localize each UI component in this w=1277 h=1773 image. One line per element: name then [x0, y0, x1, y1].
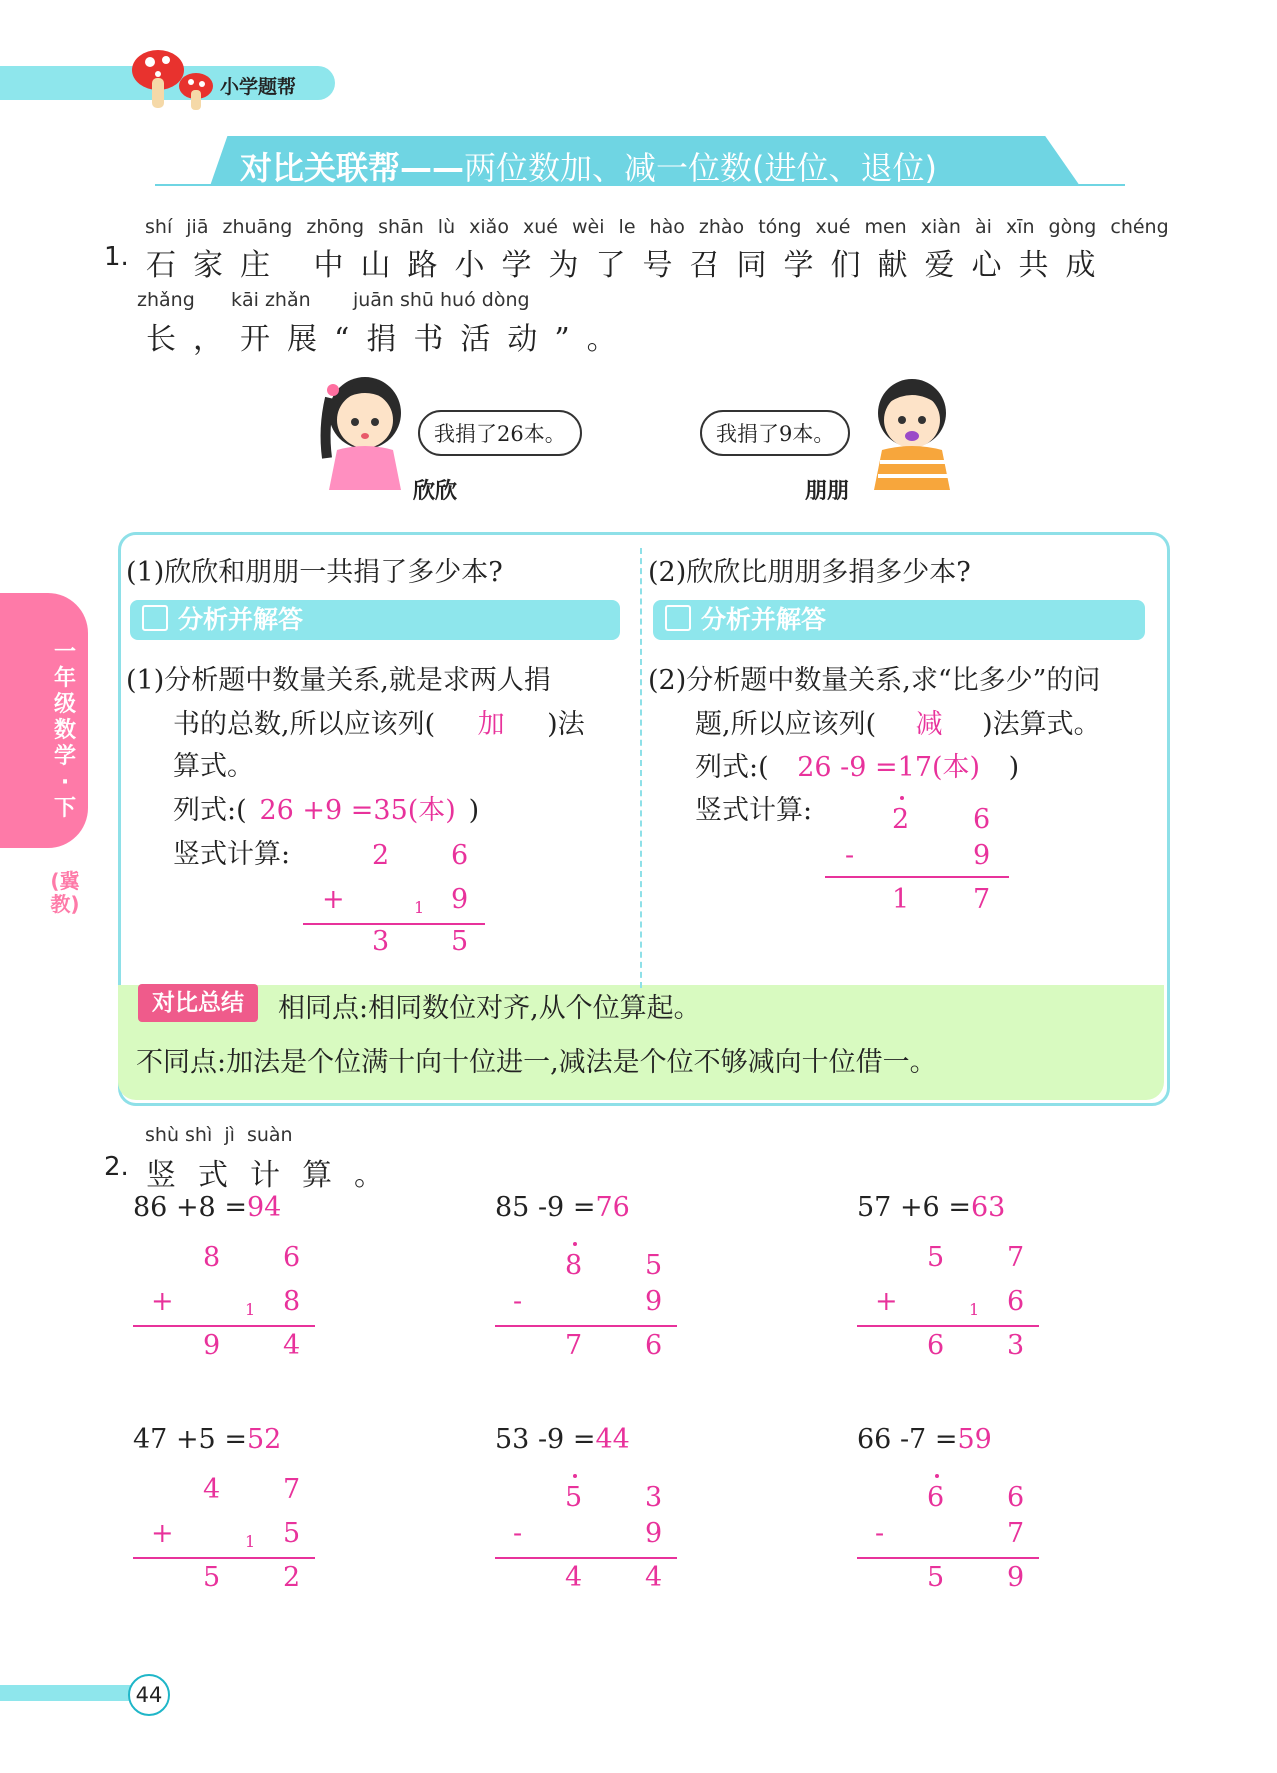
left-v-carry: 1: [414, 898, 425, 917]
problem-answer: 63: [970, 1192, 1006, 1223]
left-question: (1)欣欣和朋朋一共捐了多少本?: [126, 557, 503, 588]
problem-expression: 47 +5 =: [133, 1424, 247, 1455]
boy-speech-bubble: 我捐了9本。: [700, 410, 850, 456]
problem-bottom: 5: [283, 1518, 301, 1549]
problem-result-tens: 4: [565, 1562, 583, 1593]
left-v-bottom: 9: [451, 884, 469, 915]
q2-title-text: 竖式计算: [146, 1158, 354, 1193]
left-analysis-line1: (1)分析题中数量关系,就是求两人捐: [126, 665, 551, 696]
problem-equation: [857, 1424, 992, 1455]
problem-operator: +: [151, 1518, 174, 1549]
problem-equation: [495, 1192, 630, 1223]
right-analysis-line2-end: )法算式。: [982, 709, 1101, 740]
problem-equation: [857, 1192, 1005, 1223]
banner-title-main: 对比关联帮: [240, 149, 401, 187]
right-analysis-line2-start: 题,所以应该列(: [695, 709, 877, 740]
q1-text-line1: 石家庄 中山路小学为了号召同学们献爱心共成: [146, 248, 1113, 283]
problem-result-ones: 4: [645, 1562, 663, 1593]
brand-name: 小学题帮: [220, 76, 297, 98]
problem-line: [857, 1325, 1039, 1327]
page-bar: [0, 1685, 140, 1701]
right-vertical-label: 竖式计算:: [695, 795, 813, 826]
problem-carry: 1: [245, 1532, 256, 1551]
left-formula-label: 列式:(: [173, 795, 247, 826]
summary-same: 相同点:相同数位对齐,从个位算起。: [278, 993, 701, 1024]
right-v-result-tens: 1: [892, 884, 910, 915]
right-v-top-tens: 2: [892, 804, 910, 835]
girl-name: 欣欣: [413, 478, 458, 504]
right-v-borrow-dot: [900, 796, 904, 800]
left-analysis-line2-start: 书的总数,所以应该列(: [173, 709, 436, 740]
problem-answer: 59: [957, 1424, 992, 1455]
girl-illustration: [315, 368, 415, 493]
problem-answer: 94: [246, 1192, 282, 1223]
problem-line: [495, 1325, 677, 1327]
problem-expression: 53 -9 =: [495, 1424, 596, 1455]
problem-result-tens: 5: [927, 1562, 945, 1593]
problem-operator: -: [513, 1518, 523, 1549]
problem-bottom: 7: [1007, 1518, 1025, 1549]
problem-top-ones: 7: [1007, 1242, 1025, 1273]
problem-top-tens: 5: [927, 1242, 945, 1273]
banner-dash: ——: [400, 149, 465, 187]
problem-equation: [133, 1192, 281, 1223]
problem-result-ones: 3: [1007, 1330, 1025, 1361]
problem-result-ones: 9: [1007, 1562, 1025, 1593]
problem-bottom: 6: [1007, 1286, 1025, 1317]
left-formula-end: ): [468, 795, 480, 826]
right-formula-line: [695, 745, 1019, 784]
right-v-line: [825, 876, 1009, 878]
problem-result-ones: 6: [645, 1330, 663, 1361]
q2-title: [146, 1150, 406, 1194]
problem-expression: 86 +8 =: [133, 1192, 247, 1223]
q1-text-line2: 长，开展“捐书活动”。: [146, 322, 634, 357]
problem-result-tens: 6: [927, 1330, 945, 1361]
left-analysis-header: [130, 600, 620, 640]
side-tab-edition: (冀教): [50, 869, 80, 916]
right-v-op: -: [845, 840, 855, 871]
right-v-top-ones: 6: [973, 804, 991, 835]
problem-result-tens: 7: [565, 1330, 583, 1361]
boy-name: 朋朋: [805, 478, 850, 504]
right-formula-end: ): [1008, 752, 1020, 783]
right-header-label: 分析并解答: [701, 605, 827, 634]
banner-title: [240, 143, 937, 189]
q2-number: 2.: [104, 1152, 129, 1182]
problem-answer: 76: [595, 1192, 630, 1223]
problem-carry: 1: [969, 1300, 980, 1319]
left-vertical-label: 竖式计算:: [173, 839, 291, 870]
left-v-result-ones: 5: [451, 926, 469, 957]
left-formula: 26 +9 =35(本): [259, 795, 456, 826]
left-v-line: [303, 923, 485, 925]
problem-operator: -: [875, 1518, 885, 1549]
left-analysis-line2-end: )法: [547, 709, 585, 740]
problem-top-ones: 3: [645, 1482, 663, 1513]
problem-expression: 57 +6 =: [857, 1192, 971, 1223]
right-analysis-line1: (2)分析题中数量关系,求“比多少”的问: [648, 665, 1101, 696]
problem-top-tens: 4: [203, 1474, 221, 1505]
problem-bottom: 9: [645, 1286, 663, 1317]
page-number: 44: [128, 1674, 170, 1716]
card-divider: [640, 548, 642, 988]
left-formula-line: [173, 788, 479, 827]
left-v-result-tens: 3: [372, 926, 390, 957]
pencil-note-icon: [142, 605, 168, 631]
problem-operator: +: [875, 1286, 898, 1317]
problem-top-ones: 6: [1007, 1482, 1025, 1513]
q2-pinyin: shù shì jì suàn: [145, 1124, 293, 1146]
q1-pinyin-line1: shí jiā zhuāng zhōng shān lù xiǎo xué wèi le hào zhào tóng xué men xiàn ài xīn gòng chéng: [145, 216, 1169, 238]
problem-answer: 44: [595, 1424, 630, 1455]
right-formula: 26 -9 =17(本): [797, 752, 981, 783]
problem-operator: -: [513, 1286, 523, 1317]
left-v-top-ones: 6: [451, 840, 469, 871]
right-v-result-ones: 7: [973, 884, 991, 915]
pencil-note-icon: [665, 605, 691, 631]
right-analysis-line2: [695, 702, 1101, 741]
right-v-bottom: 9: [973, 840, 991, 871]
q1-pinyin-line2: zhǎng kāi zhǎn juān shū huó dòng: [137, 289, 530, 311]
problem-expression: 66 -7 =: [857, 1424, 958, 1455]
problem-top-tens: 6: [927, 1482, 945, 1513]
problem-line: [133, 1325, 315, 1327]
problem-result-tens: 5: [203, 1562, 221, 1593]
problem-top-tens: 8: [565, 1250, 583, 1281]
problem-line: [857, 1557, 1039, 1559]
right-answer-op: 减: [915, 709, 943, 740]
problem-top-ones: 6: [283, 1242, 301, 1273]
problem-equation: [133, 1424, 281, 1455]
problem-result-ones: 4: [283, 1330, 301, 1361]
left-analysis-line3: 算式。: [173, 751, 254, 782]
problem-bottom: 9: [645, 1518, 663, 1549]
problem-top-ones: 5: [645, 1250, 663, 1281]
problem-top-tens: 5: [565, 1482, 583, 1513]
left-header-label: 分析并解答: [178, 605, 304, 634]
right-analysis-header: [653, 600, 1145, 640]
left-v-op: +: [322, 884, 345, 915]
left-v-top-tens: 2: [372, 840, 390, 871]
problem-operator: +: [151, 1286, 174, 1317]
problem-result-ones: 2: [283, 1562, 301, 1593]
side-tab-grade: 一年级数学·下: [53, 640, 76, 821]
borrow-dot: [935, 1474, 939, 1478]
problem-equation: [495, 1424, 630, 1455]
girl-speech-bubble: 我捐了26本。: [418, 410, 582, 456]
banner-subtitle: 两位数加、减一位数(进位、退位): [464, 149, 937, 187]
problem-line: [133, 1557, 315, 1559]
problem-line: [495, 1557, 677, 1559]
problem-answer: 52: [246, 1424, 282, 1455]
borrow-dot: [573, 1242, 577, 1246]
problem-expression: 85 -9 =: [495, 1192, 596, 1223]
summary-tag: 对比总结: [138, 984, 258, 1022]
left-answer-op: 加: [477, 709, 505, 740]
problem-top-ones: 7: [283, 1474, 301, 1505]
q2-title-end: 。: [354, 1158, 406, 1193]
mushroom-icon: [128, 44, 218, 114]
right-question: (2)欣欣比朋朋多捐多少本?: [648, 557, 971, 588]
boy-illustration: [860, 368, 960, 493]
borrow-dot: [573, 1474, 577, 1478]
problem-result-tens: 9: [203, 1330, 221, 1361]
q1-number: 1.: [104, 242, 129, 272]
right-formula-label: 列式:(: [695, 752, 769, 783]
problem-top-tens: 8: [203, 1242, 221, 1273]
problem-bottom: 8: [283, 1286, 301, 1317]
summary-diff: 不同点:加法是个位满十向十位进一,减法是个位不够减向十位借一。: [136, 1047, 937, 1078]
problem-carry: 1: [245, 1300, 256, 1319]
left-analysis-line2: [173, 702, 585, 741]
